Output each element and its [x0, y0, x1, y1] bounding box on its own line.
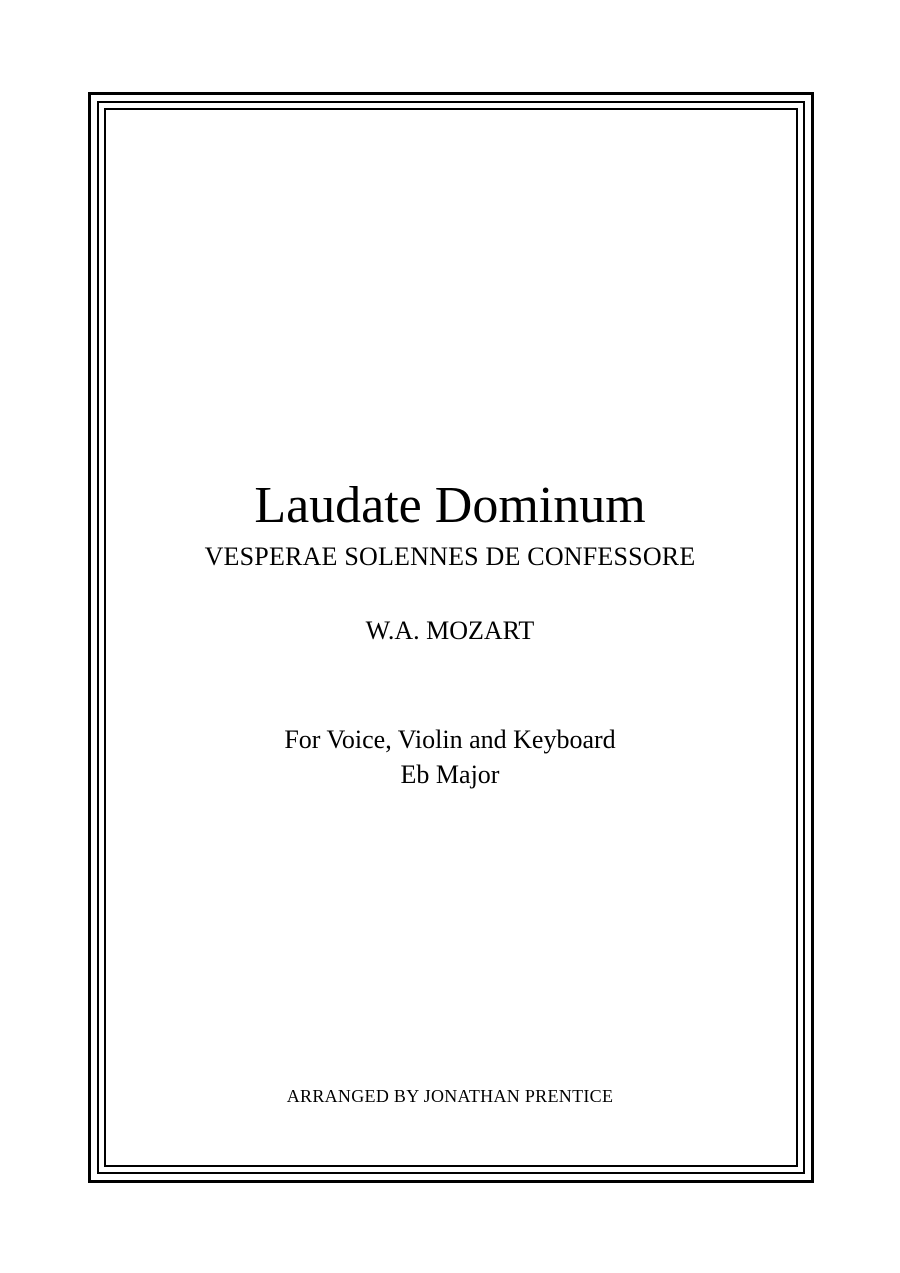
arranger-credit: ARRANGED BY JONATHAN PRENTICE	[286, 1086, 614, 1106]
instrumentation: For Voice, Violin and Keyboard	[284, 725, 616, 754]
composer-name: W.A. MOZART	[365, 616, 535, 645]
score-subtitle: VESPERAE SOLENNES DE CONFESSORE	[204, 542, 696, 571]
score-title: Laudate Dominum	[254, 477, 646, 534]
key-signature: Eb Major	[400, 760, 500, 789]
